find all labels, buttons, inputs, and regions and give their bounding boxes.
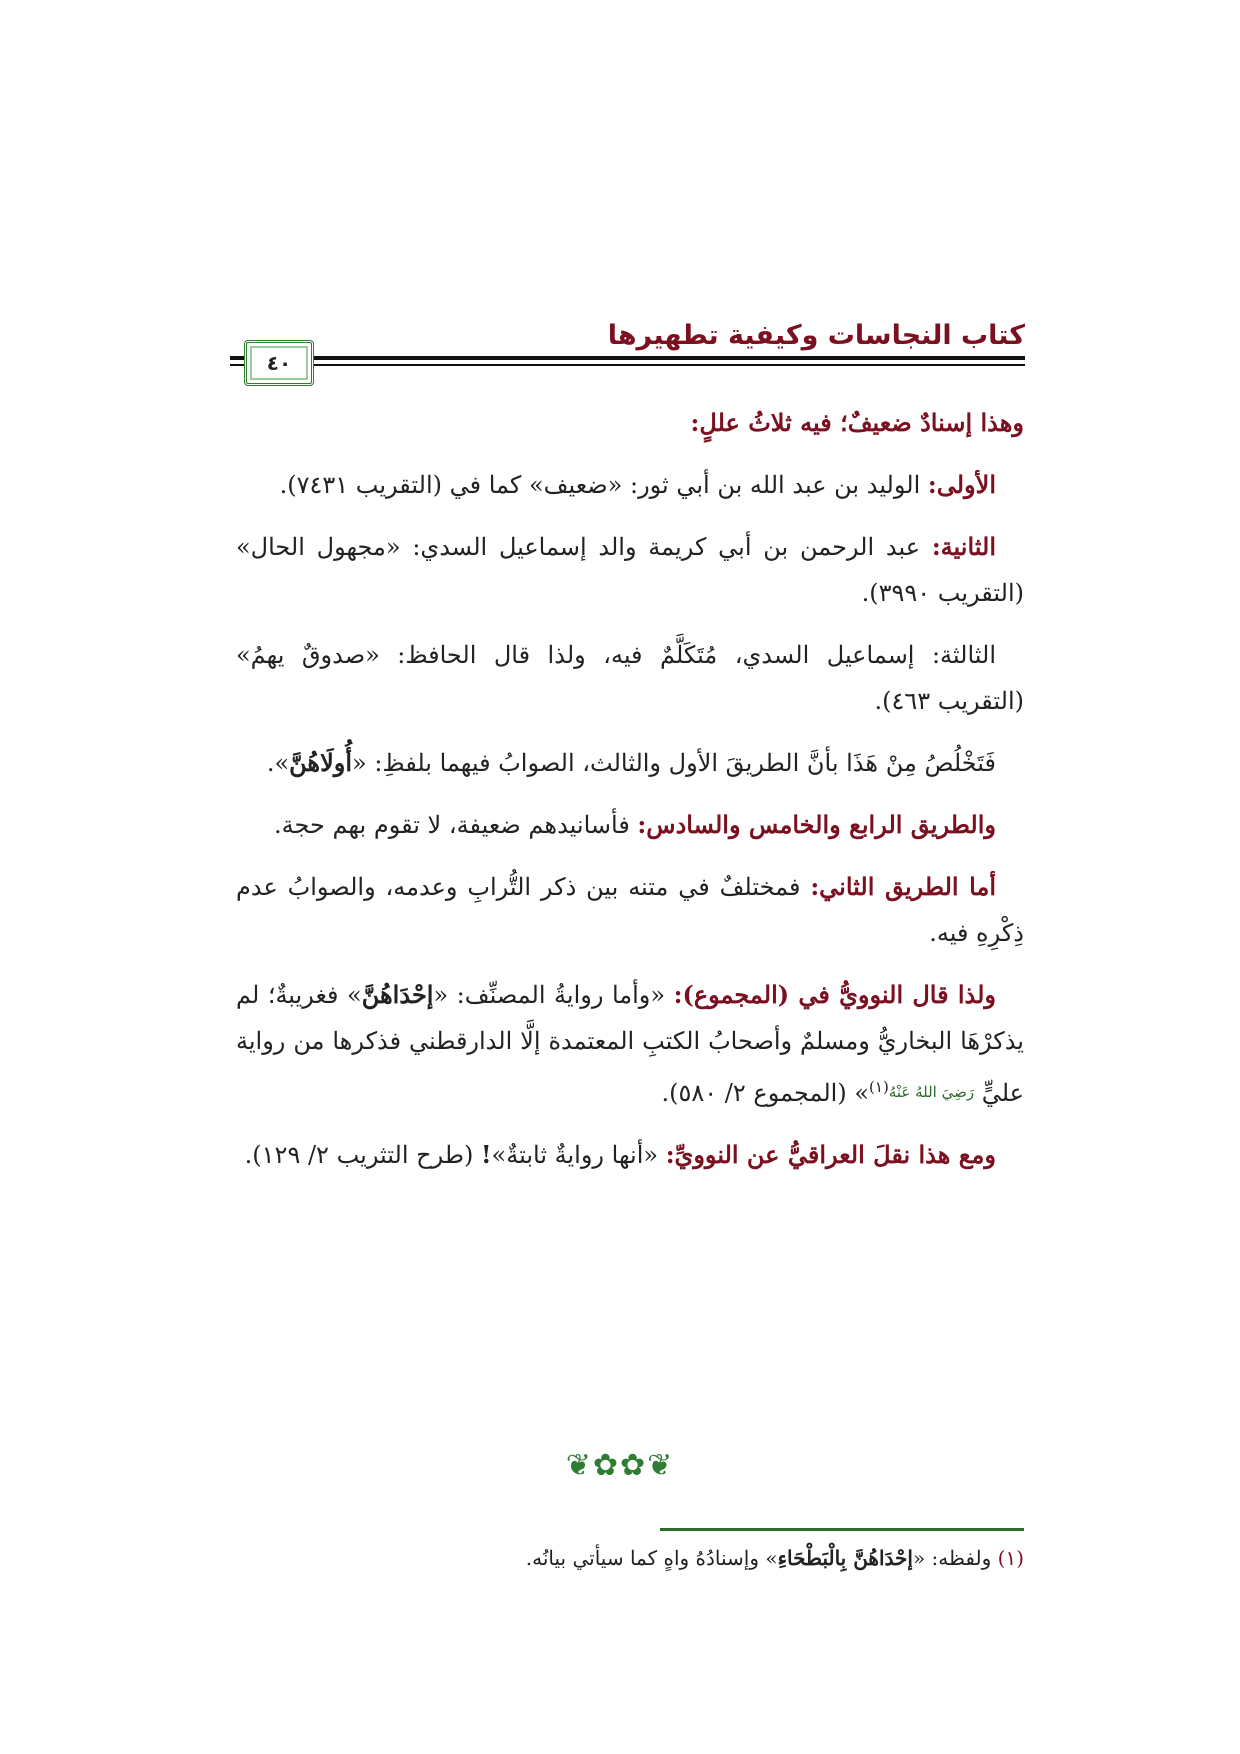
main-text: [236, 400, 1024, 1194]
footnote-bold: إحْدَاهُنَّ بِالْبَطْحَاءِ: [777, 1546, 913, 1570]
paragraph-intro: [236, 400, 1024, 446]
honorific: رَضِيَ اللهُ عَنْهُ: [888, 1083, 975, 1101]
other-routes-label: والطريق الرابع والخامس والسادس:: [637, 810, 996, 839]
paragraph-conclusion: [236, 740, 1024, 786]
other-routes-text: فأسانيدهم ضعيفة، لا تقوم بهم حجة.: [274, 811, 638, 839]
nawawi-text-1: «وأما روايةُ المصنِّف: «: [433, 981, 674, 1009]
first-label: الأولى:: [927, 470, 996, 499]
intro-heading: وهذا إسنادٌ ضعيفٌ؛ فيه ثلاثُ عللٍ:: [690, 408, 1024, 437]
section-ornament: ❦✿✿❦: [565, 1448, 675, 1483]
nawawi-label: ولذا قال النوويُّ في (المجموع):: [673, 980, 997, 1009]
nawawi-text-2: » فغريبةٌ؛ لم يذكرْهَا البخاريُّ ومسلمٌ وأصحابُ الكتبِ المعتمدة إلَّا الدارقطني فذكرها من رواية عليٍّ: [236, 981, 1024, 1107]
iraqi-label: ومع هذا نقلَ العراقيُّ عن النوويِّ:: [665, 1140, 996, 1169]
paragraph-other-routes: [236, 802, 1024, 848]
header-rule-thick: [230, 356, 1025, 360]
header-rule-thin: [230, 364, 1025, 366]
conclusion-end: ».: [266, 749, 290, 777]
footnote-text-1: ولفظه: «: [912, 1546, 998, 1570]
footnote-text-2: » وإسنادُهُ واهٍ كما سيأتي بيانُه.: [525, 1546, 778, 1570]
page-number-badge: [244, 340, 314, 386]
footnote-number: (١): [997, 1546, 1024, 1570]
iraqi-text-1: «أنها روايةٌ ثابتةٌ»: [491, 1141, 666, 1169]
paragraph-nawawi: [236, 972, 1024, 1116]
third-text: الثالثة: إسماعيل السدي، مُتَكَلَّمٌ فيه، ولذا قال الحافظ: «صدوقٌ يهمُ» (التقريب ٤٦٣).: [236, 641, 1024, 715]
paragraph-second-route: [236, 864, 1024, 956]
first-text: الوليد بن عبد الله بن أبي ثور: «ضعيف» كما في (التقريب ٧٤٣١).: [279, 471, 928, 499]
paragraph-first-defect: [236, 462, 1024, 508]
page-number: ٤٠: [266, 351, 292, 375]
running-title: كتاب النجاسات وكيفية تطهيرها: [607, 320, 1025, 351]
nawawi-end: » (المجموع ٢/ ٥٨٠).: [661, 1079, 870, 1107]
conclusion-text: فَتَخْلُصُ مِنْ هَذَا بأنَّ الطريقَ الأول والثالث، الصوابُ فيهما بلفظِ: «: [352, 749, 996, 777]
second-label: الثانية:: [931, 532, 996, 561]
iraqi-exclamation: !: [480, 1140, 492, 1169]
paragraph-iraqi: [236, 1132, 1024, 1178]
second-route-label: أما الطريق الثاني:: [810, 872, 996, 901]
iraqi-text-2: (طرح التثريب ٢/ ١٢٩).: [244, 1141, 481, 1169]
page-header: [230, 318, 1025, 390]
second-text: عبد الرحمن بن أبي كريمة والد إسماعيل السدي: «مجهول الحال» (التقريب ٣٩٩٠).: [236, 533, 1024, 607]
nawawi-bold: إحْدَاهُنَّ: [361, 980, 434, 1009]
paragraph-third-defect: [236, 632, 1024, 724]
footnote: [236, 1546, 1024, 1570]
second-route-text: فمختلفٌ في متنه بين ذكر التُّرابِ وعدمه، والصوابُ عدم ذِكْرِهِ فيه.: [236, 873, 1024, 947]
footnote-marker[interactable]: (١): [869, 1078, 889, 1096]
footnote-rule: [660, 1528, 1024, 1531]
paragraph-second-defect: [236, 524, 1024, 616]
conclusion-bold: أُولَاهُنَّ: [289, 748, 353, 777]
